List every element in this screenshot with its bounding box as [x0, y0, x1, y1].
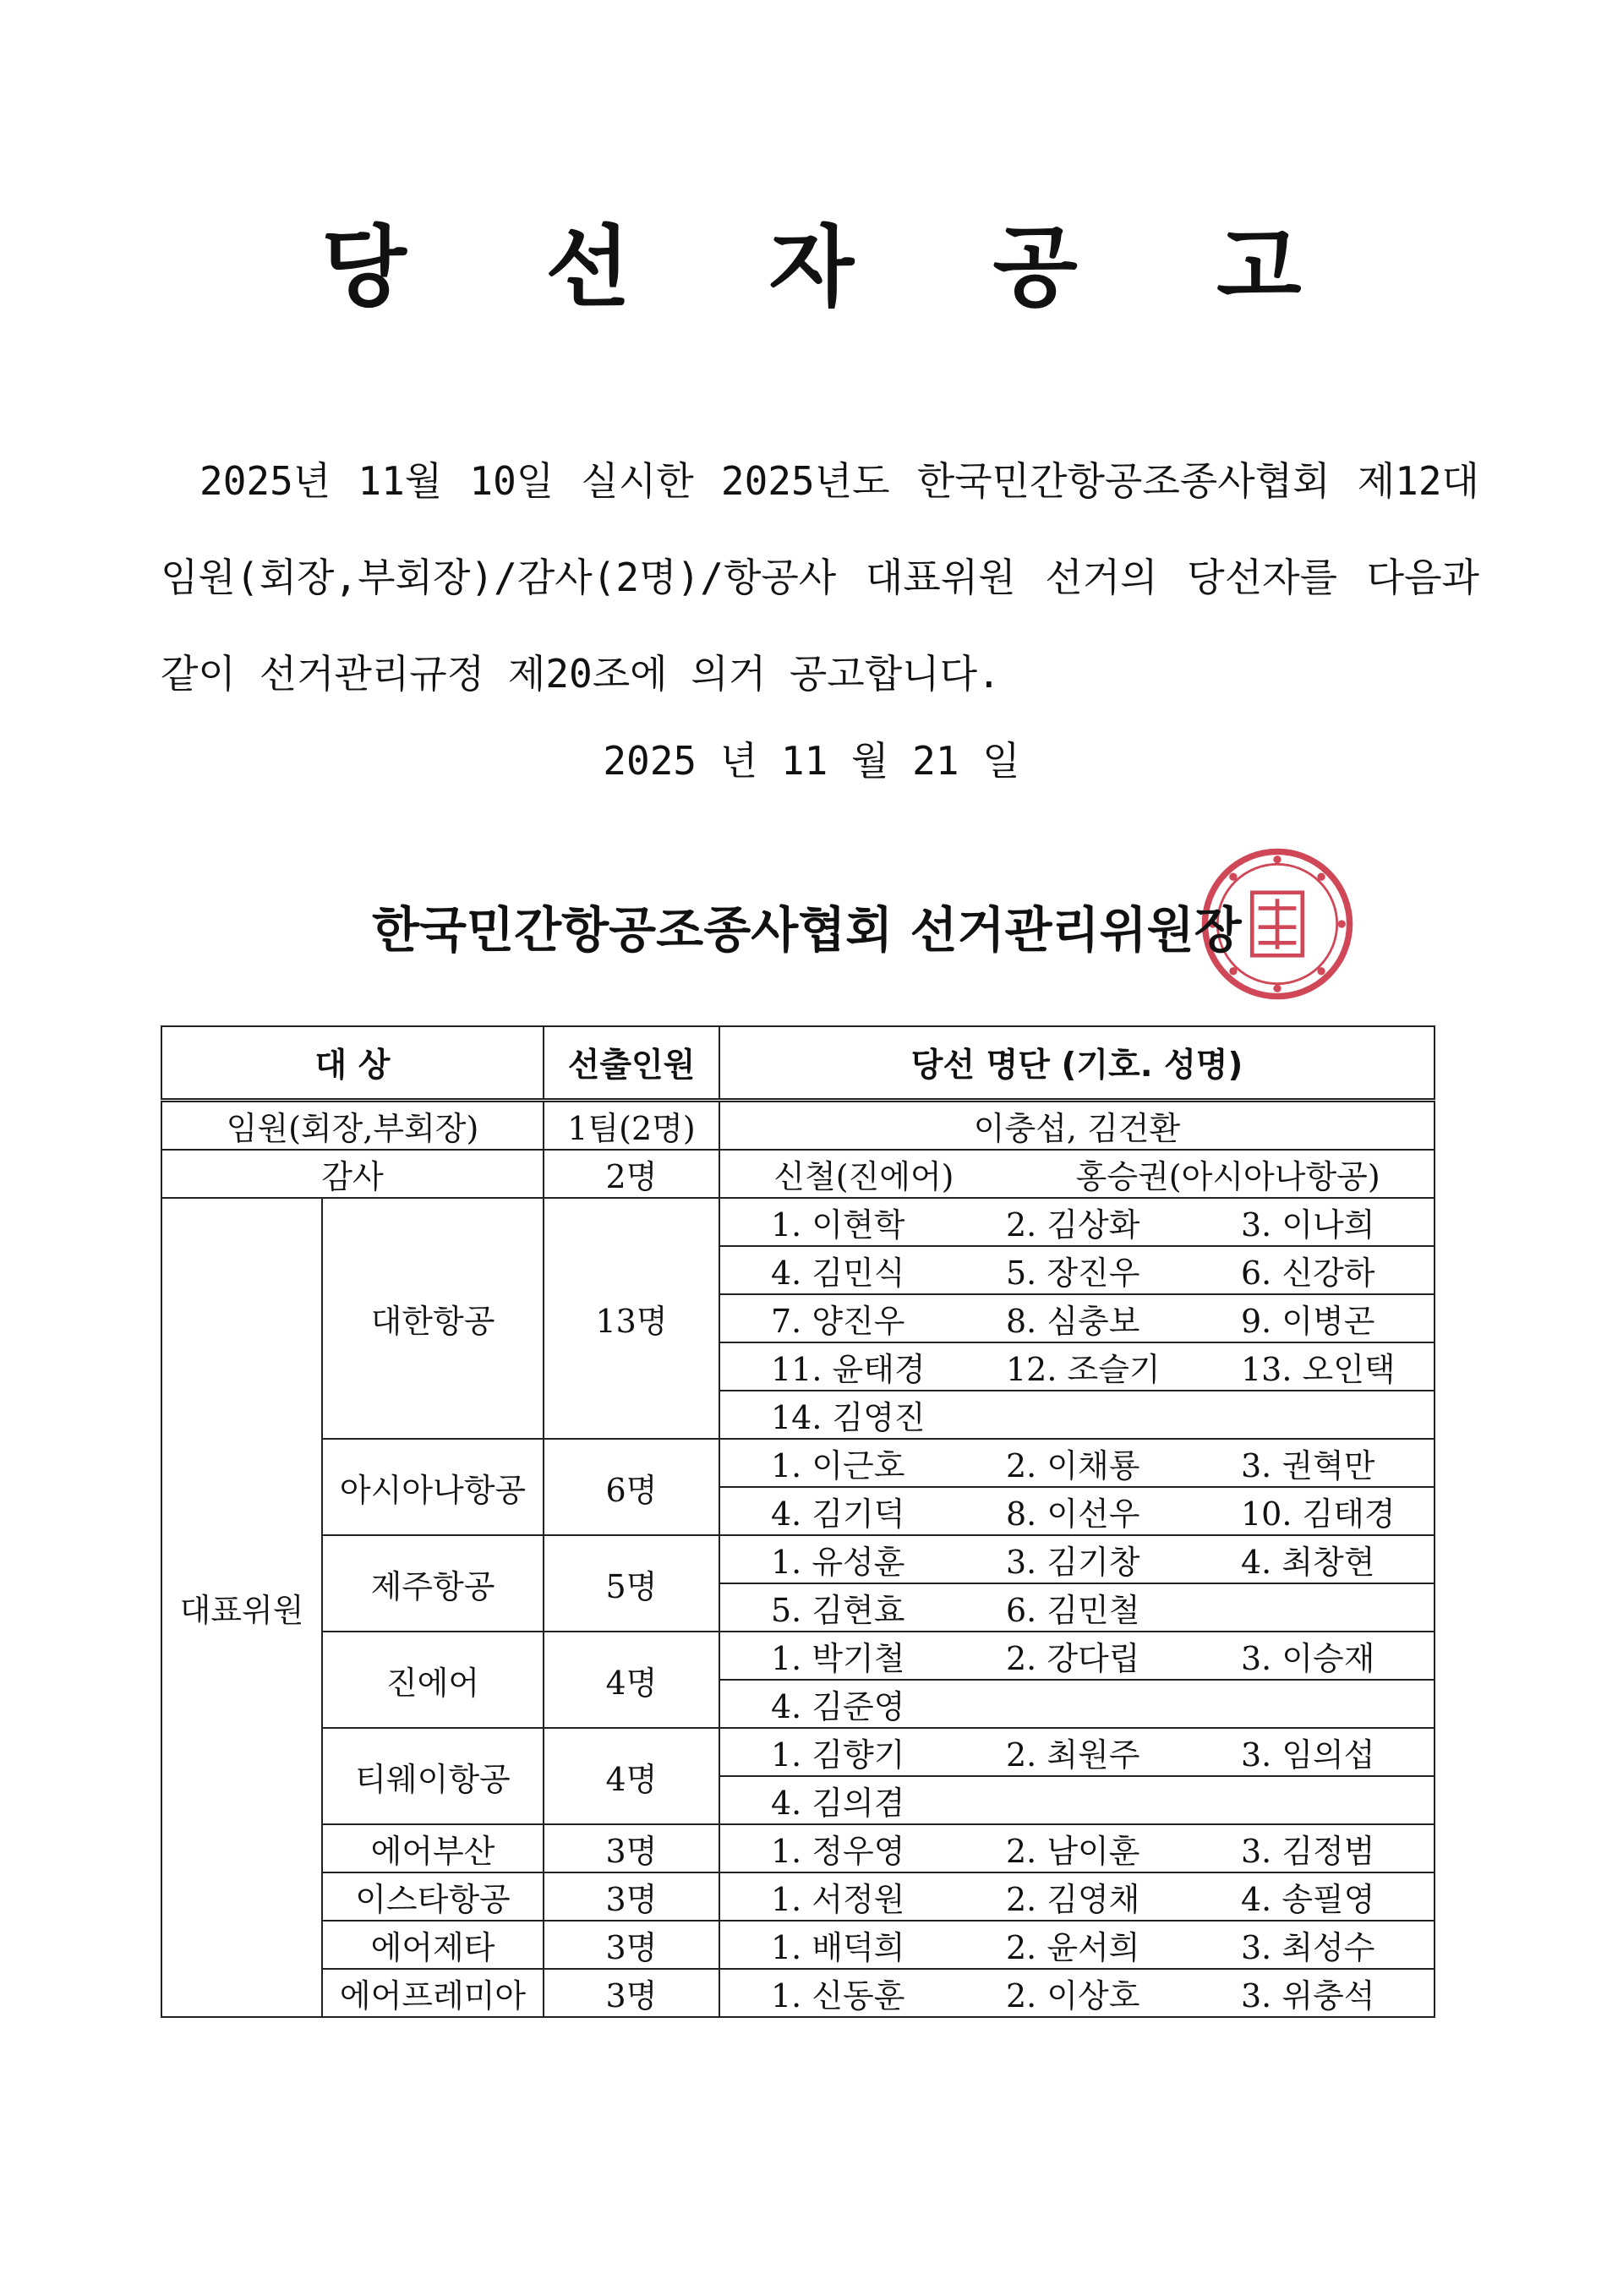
winner-names-cell: [719, 1342, 1434, 1391]
audit-count: 2명: [544, 1150, 719, 1198]
winner-names-cell: [719, 1824, 1434, 1872]
notice-date: 2025 년 11 월 21 일: [603, 738, 1020, 784]
winner-name: 1. 신동훈: [771, 1977, 905, 2014]
airline-name: 에어제타: [322, 1921, 544, 1969]
winner-name: 5. 김현효: [771, 1592, 905, 1629]
winner-names-cell: [719, 1391, 1434, 1439]
winner-name: 1. 서정원: [771, 1881, 905, 1918]
winner-names-cell: [719, 1246, 1434, 1294]
airline-name: 진에어: [322, 1632, 544, 1728]
winner-name: 5. 장진우: [1006, 1255, 1140, 1292]
winner-name: 3. 위충석: [1241, 1977, 1375, 2014]
winner-name: 3. 김정범: [1241, 1833, 1375, 1870]
winner-name: 4. 송필영: [1241, 1881, 1375, 1918]
winner-names-cell: [719, 1487, 1434, 1535]
winner-name: 1. 이현학: [771, 1206, 905, 1244]
winner-name: 6. 신강하: [1241, 1255, 1375, 1292]
winner-name: 10. 김태경: [1241, 1495, 1396, 1533]
winner-name: 7. 양진우: [771, 1303, 905, 1340]
table-row: [161, 1921, 1434, 1969]
rep-label: 대표위원: [161, 1198, 322, 2017]
winner-name: 3. 이나희: [1241, 1206, 1375, 1244]
winner-name: 2. 남이훈: [1006, 1833, 1140, 1870]
table-row: [161, 1535, 1434, 1583]
winner-name: 8. 심충보: [1006, 1303, 1140, 1340]
officers-target: 임원(회장,부회장): [161, 1101, 544, 1151]
winners-table: [161, 1025, 1435, 2018]
winner-name: 3. 권혁만: [1241, 1447, 1375, 1484]
winner-name: 2. 김영채: [1006, 1881, 1140, 1918]
winner-name: 2. 이상호: [1006, 1977, 1140, 2014]
winner-names-cell: [719, 1632, 1434, 1680]
winner-name: 11. 윤태경: [771, 1351, 926, 1388]
winner-name: 2. 강다립: [1006, 1640, 1140, 1677]
header-target: 대 상: [161, 1026, 544, 1101]
winner-name: 12. 조슬기: [1006, 1351, 1161, 1388]
winner-name: 2. 최원주: [1006, 1736, 1140, 1774]
winner-names-cell: [719, 1294, 1434, 1342]
table-row: [161, 1198, 1434, 1246]
winner-name: 1. 김향기: [771, 1736, 905, 1774]
header-count: 선출인원: [544, 1026, 719, 1101]
airline-count: 3명: [544, 1872, 719, 1921]
winner-names-cell: [719, 1680, 1434, 1728]
notice-body-paragraph: 2025년 11월 10일 실시한 2025년도 한국민간항공조종사협회 제12대 임원(회장,부회장)/감사(2명)/항공사 대표위원 선거의 당선자를 다음과 같이 선거관리규정 제20조에 의거 공고합니다.: [161, 458, 1479, 697]
table-row: [161, 1632, 1434, 1680]
officers-count: 1팀(2명): [544, 1101, 719, 1151]
airline-name: 이스타항공: [322, 1872, 544, 1921]
winner-name: 4. 김의겸: [771, 1785, 905, 1822]
winner-name: 4. 최창현: [1241, 1544, 1375, 1581]
airline-count: 3명: [544, 1824, 719, 1872]
winner-name: 4. 김민식: [771, 1255, 905, 1292]
winner-name: 2. 김상화: [1006, 1206, 1140, 1244]
airline-count: 3명: [544, 1921, 719, 1969]
winner-names-cell: [719, 1776, 1434, 1824]
audit-row: [161, 1150, 1434, 1198]
winner-names-cell: [719, 1921, 1434, 1969]
issuer-name: 한국민간항공조종사협회 선거관리위원장: [372, 901, 1242, 959]
table-row: [161, 1872, 1434, 1921]
airline-name: 티웨이항공: [322, 1728, 544, 1824]
winner-name: 3. 최성수: [1241, 1929, 1375, 1966]
notice-title: 당 선 자 공 고: [321, 216, 1356, 319]
winner-name: 8. 이선우: [1006, 1495, 1140, 1533]
winner-name: 13. 오인택: [1241, 1351, 1396, 1388]
airline-name: 아시아나항공: [322, 1439, 544, 1535]
winner-name: 1. 박기철: [771, 1640, 905, 1677]
winner-name: 2. 윤서희: [1006, 1929, 1140, 1966]
audit-target: 감사: [161, 1150, 544, 1198]
winner-name: 1. 유성훈: [771, 1544, 905, 1581]
airline-name: 에어프레미아: [322, 1969, 544, 2017]
airline-count: 6명: [544, 1439, 719, 1535]
winner-names-cell: [719, 1728, 1434, 1776]
winner-name: 9. 이병곤: [1241, 1303, 1375, 1340]
winner-name: 3. 임의섭: [1241, 1736, 1375, 1774]
table-header-row: [161, 1026, 1434, 1101]
winner-name: 2. 이채룡: [1006, 1447, 1140, 1484]
winner-name: 4. 김기덕: [771, 1495, 905, 1533]
officers-row: [161, 1101, 1434, 1151]
winner-names-cell: [719, 1872, 1434, 1921]
audit-name-2: 홍승권(아시아나항공): [1075, 1158, 1380, 1195]
winner-name: 3. 김기창: [1006, 1544, 1140, 1581]
table-row: [161, 1969, 1434, 2017]
winner-names-cell: [719, 1439, 1434, 1487]
airline-count: 4명: [544, 1728, 719, 1824]
winner-name: 3. 이승재: [1241, 1640, 1375, 1677]
airline-name: 제주항공: [322, 1535, 544, 1632]
airline-name: 에어부산: [322, 1824, 544, 1872]
audit-name-1: 신철(진에어): [773, 1158, 954, 1195]
header-names: 당선 명단 (기호. 성명): [719, 1026, 1434, 1101]
audit-names: [719, 1150, 1434, 1198]
winner-names-cell: [719, 1583, 1434, 1632]
winner-name: 1. 정우영: [771, 1833, 905, 1870]
table-row: [161, 1728, 1434, 1776]
notice-body: [161, 433, 1479, 722]
airline-count: 4명: [544, 1632, 719, 1728]
winner-name: 1. 배덕희: [771, 1929, 905, 1966]
winner-names-cell: [719, 1535, 1434, 1583]
airline-name: 대한항공: [322, 1198, 544, 1439]
winner-name: 6. 김민철: [1006, 1592, 1140, 1629]
officers-names: 이충섭, 김건환: [719, 1101, 1434, 1151]
winner-names-cell: [719, 1198, 1434, 1246]
table-row: [161, 1824, 1434, 1872]
airline-count: 3명: [544, 1969, 719, 2017]
airline-count: 5명: [544, 1535, 719, 1632]
table-row: [161, 1439, 1434, 1487]
winner-name: 1. 이근호: [771, 1447, 905, 1484]
winner-names-cell: [719, 1969, 1434, 2017]
winner-name: 4. 김준영: [771, 1688, 905, 1725]
airline-count: 13명: [544, 1198, 719, 1439]
winner-name: 14. 김영진: [771, 1399, 926, 1436]
